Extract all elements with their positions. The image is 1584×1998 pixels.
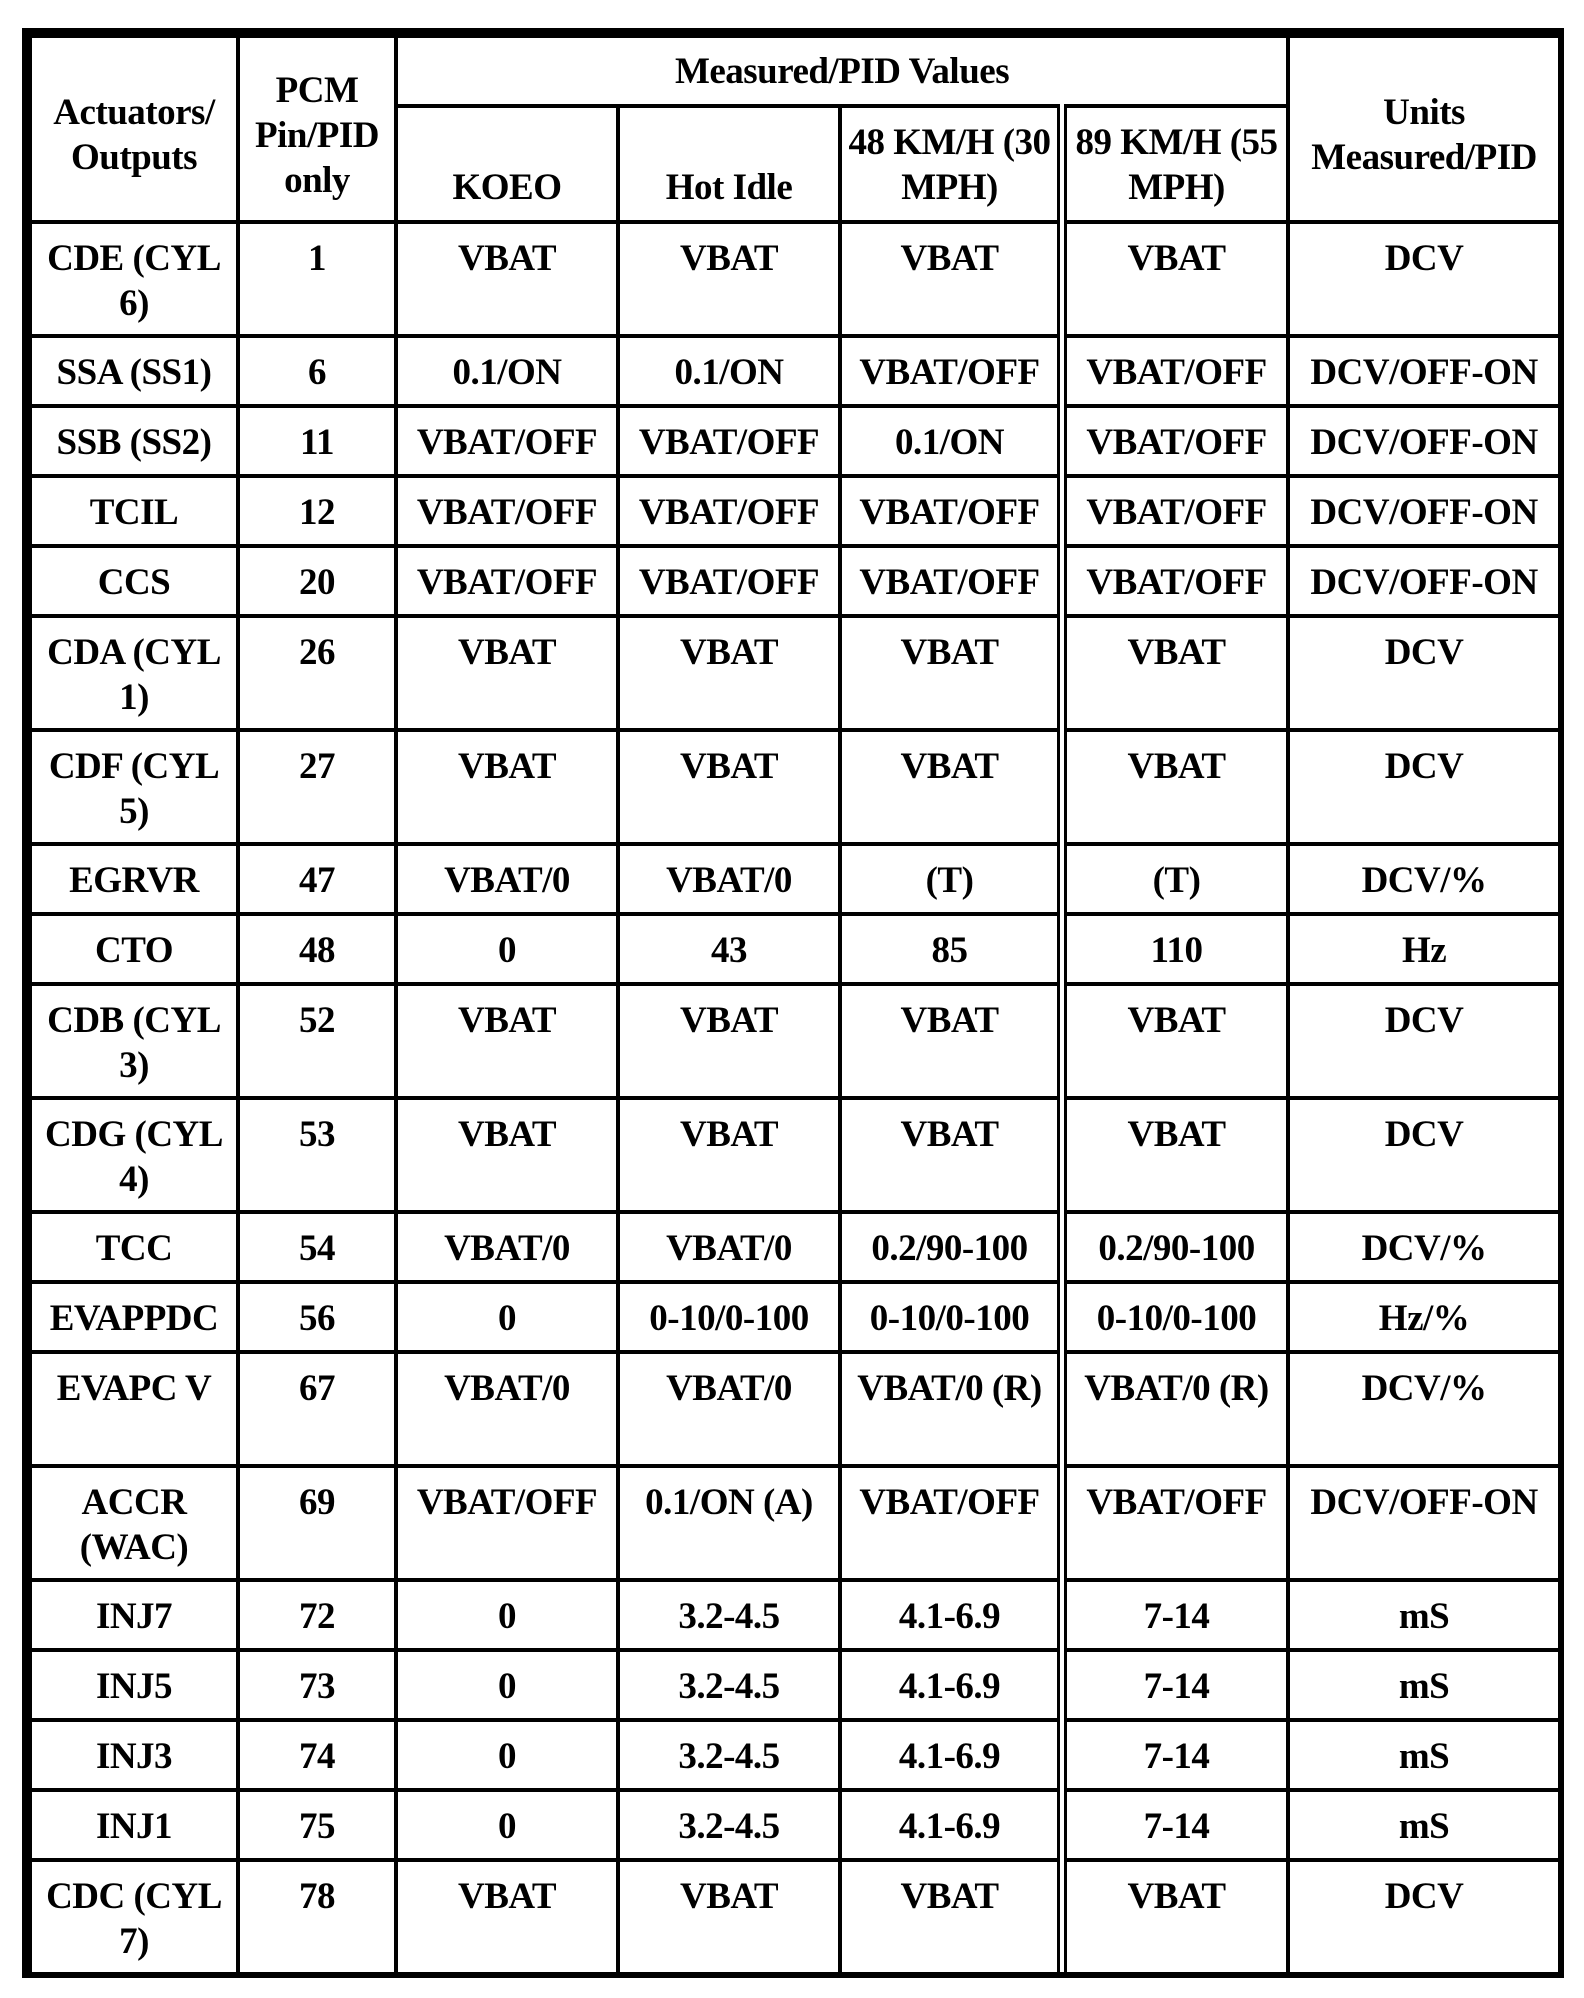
cell-units: Hz/% xyxy=(1288,1282,1560,1352)
cell-koeo: VBAT xyxy=(396,616,618,730)
header-actuators-outputs: Actuators/ Outputs xyxy=(30,36,238,222)
cell-89-kmh: VBAT xyxy=(1062,616,1288,730)
cell-89-kmh: VBAT xyxy=(1062,1860,1288,1974)
table-row xyxy=(30,1790,1560,1860)
cell-actuator: TCIL xyxy=(30,476,238,546)
table-row xyxy=(30,914,1560,984)
cell-actuator: CDE (CYL 6) xyxy=(30,222,238,336)
cell-89-kmh: VBAT/OFF xyxy=(1062,406,1288,476)
cell-89-kmh: VBAT xyxy=(1062,222,1288,336)
cell-hot-idle: 3.2-4.5 xyxy=(618,1650,840,1720)
cell-units: DCV xyxy=(1288,730,1560,844)
table-row xyxy=(30,1720,1560,1790)
cell-pin: 72 xyxy=(238,1580,396,1650)
cell-pin: 53 xyxy=(238,1098,396,1212)
table-row xyxy=(30,222,1560,336)
cell-koeo: 0 xyxy=(396,1282,618,1352)
cell-89-kmh: VBAT/0 (R) xyxy=(1062,1352,1288,1466)
cell-actuator: CTO xyxy=(30,914,238,984)
cell-89-kmh: VBAT/OFF xyxy=(1062,476,1288,546)
cell-48-kmh: VBAT/OFF xyxy=(840,476,1062,546)
cell-koeo: VBAT/OFF xyxy=(396,476,618,546)
table-row xyxy=(30,730,1560,844)
cell-actuator: INJ1 xyxy=(30,1790,238,1860)
cell-koeo: VBAT/0 xyxy=(396,1212,618,1282)
cell-48-kmh: 0-10/0-100 xyxy=(840,1282,1062,1352)
cell-units: mS xyxy=(1288,1720,1560,1790)
cell-actuator: INJ5 xyxy=(30,1650,238,1720)
cell-48-kmh: VBAT/OFF xyxy=(840,1466,1062,1580)
cell-units: DCV xyxy=(1288,1098,1560,1212)
cell-48-kmh: 0.2/90-100 xyxy=(840,1212,1062,1282)
cell-pin: 6 xyxy=(238,336,396,406)
cell-hot-idle: VBAT/OFF xyxy=(618,476,840,546)
cell-units: DCV/OFF-ON xyxy=(1288,476,1560,546)
cell-89-kmh: 7-14 xyxy=(1062,1720,1288,1790)
cell-units: DCV/% xyxy=(1288,1212,1560,1282)
cell-89-kmh: VBAT xyxy=(1062,730,1288,844)
cell-hot-idle: VBAT xyxy=(618,984,840,1098)
cell-actuator: INJ7 xyxy=(30,1580,238,1650)
cell-89-kmh: VBAT/OFF xyxy=(1062,546,1288,616)
cell-48-kmh: 4.1-6.9 xyxy=(840,1790,1062,1860)
cell-units: DCV/% xyxy=(1288,1352,1560,1466)
cell-48-kmh: 4.1-6.9 xyxy=(840,1650,1062,1720)
pcm-reference-table-frame xyxy=(22,28,1564,1978)
cell-48-kmh: VBAT/OFF xyxy=(840,546,1062,616)
cell-89-kmh: (T) xyxy=(1062,844,1288,914)
cell-48-kmh: VBAT xyxy=(840,730,1062,844)
cell-koeo: VBAT/OFF xyxy=(396,546,618,616)
cell-koeo: VBAT xyxy=(396,1860,618,1974)
table-row xyxy=(30,476,1560,546)
cell-pin: 11 xyxy=(238,406,396,476)
cell-48-kmh: VBAT xyxy=(840,616,1062,730)
table-row xyxy=(30,616,1560,730)
cell-89-kmh: VBAT/OFF xyxy=(1062,336,1288,406)
cell-koeo: VBAT/0 xyxy=(396,844,618,914)
cell-actuator: SSB (SS2) xyxy=(30,406,238,476)
cell-units: DCV/OFF-ON xyxy=(1288,406,1560,476)
table-row xyxy=(30,1282,1560,1352)
cell-hot-idle: VBAT xyxy=(618,1860,840,1974)
header-koeo: KOEO xyxy=(396,106,618,222)
pcm-reference-table xyxy=(28,34,1562,1976)
cell-actuator: CDF (CYL 5) xyxy=(30,730,238,844)
table-row xyxy=(30,546,1560,616)
cell-hot-idle: 3.2-4.5 xyxy=(618,1580,840,1650)
cell-pin: 52 xyxy=(238,984,396,1098)
cell-actuator: CDG (CYL 4) xyxy=(30,1098,238,1212)
cell-hot-idle: VBAT xyxy=(618,1098,840,1212)
table-row xyxy=(30,984,1560,1098)
cell-koeo: 0.1/ON xyxy=(396,336,618,406)
cell-units: DCV xyxy=(1288,984,1560,1098)
cell-hot-idle: VBAT/0 xyxy=(618,1352,840,1466)
cell-pin: 54 xyxy=(238,1212,396,1282)
cell-koeo: 0 xyxy=(396,1650,618,1720)
cell-89-kmh: VBAT xyxy=(1062,1098,1288,1212)
cell-48-kmh: 4.1-6.9 xyxy=(840,1720,1062,1790)
table-row xyxy=(30,406,1560,476)
cell-actuator: CDA (CYL 1) xyxy=(30,616,238,730)
cell-89-kmh: 7-14 xyxy=(1062,1650,1288,1720)
header-pcm-pin: PCM Pin/PID only xyxy=(238,36,396,222)
cell-pin: 47 xyxy=(238,844,396,914)
cell-koeo: VBAT xyxy=(396,984,618,1098)
cell-48-kmh: VBAT xyxy=(840,222,1062,336)
cell-koeo: VBAT/0 xyxy=(396,1352,618,1466)
table-row xyxy=(30,1580,1560,1650)
table-row xyxy=(30,336,1560,406)
cell-pin: 27 xyxy=(238,730,396,844)
header-89-kmh: 89 KM/H (55 MPH) xyxy=(1062,106,1288,222)
cell-actuator: CCS xyxy=(30,546,238,616)
cell-pin: 48 xyxy=(238,914,396,984)
cell-hot-idle: VBAT/OFF xyxy=(618,406,840,476)
cell-pin: 20 xyxy=(238,546,396,616)
cell-actuator: TCC xyxy=(30,1212,238,1282)
cell-actuator: INJ3 xyxy=(30,1720,238,1790)
cell-pin: 75 xyxy=(238,1790,396,1860)
cell-48-kmh: VBAT xyxy=(840,1860,1062,1974)
cell-48-kmh: 85 xyxy=(840,914,1062,984)
cell-actuator: CDB (CYL 3) xyxy=(30,984,238,1098)
cell-48-kmh: (T) xyxy=(840,844,1062,914)
cell-89-kmh: 0.2/90-100 xyxy=(1062,1212,1288,1282)
table-row xyxy=(30,1466,1560,1580)
cell-89-kmh: 0-10/0-100 xyxy=(1062,1282,1288,1352)
cell-units: Hz xyxy=(1288,914,1560,984)
cell-pin: 73 xyxy=(238,1650,396,1720)
cell-48-kmh: VBAT/0 (R) xyxy=(840,1352,1062,1466)
cell-koeo: 0 xyxy=(396,1720,618,1790)
table-row xyxy=(30,1212,1560,1282)
cell-units: DCV/OFF-ON xyxy=(1288,546,1560,616)
cell-koeo: VBAT xyxy=(396,222,618,336)
table-row xyxy=(30,844,1560,914)
header-measured-pid-values: Measured/PID Values xyxy=(396,36,1288,106)
cell-hot-idle: VBAT/OFF xyxy=(618,546,840,616)
cell-pin: 1 xyxy=(238,222,396,336)
header-units-measured: Units Measured/PID xyxy=(1288,36,1560,222)
cell-koeo: 0 xyxy=(396,1580,618,1650)
table-row xyxy=(30,1650,1560,1720)
cell-units: DCV/OFF-ON xyxy=(1288,1466,1560,1580)
cell-actuator: EVAPPDC xyxy=(30,1282,238,1352)
cell-units: mS xyxy=(1288,1580,1560,1650)
cell-hot-idle: 3.2-4.5 xyxy=(618,1790,840,1860)
cell-pin: 12 xyxy=(238,476,396,546)
cell-89-kmh: VBAT/OFF xyxy=(1062,1466,1288,1580)
table-body xyxy=(30,222,1560,1974)
cell-pin: 26 xyxy=(238,616,396,730)
cell-48-kmh: VBAT/OFF xyxy=(840,336,1062,406)
cell-hot-idle: 0.1/ON xyxy=(618,336,840,406)
cell-units: mS xyxy=(1288,1790,1560,1860)
cell-89-kmh: VBAT xyxy=(1062,984,1288,1098)
table-row xyxy=(30,1860,1560,1974)
cell-actuator: ACCR (WAC) xyxy=(30,1466,238,1580)
cell-89-kmh: 7-14 xyxy=(1062,1580,1288,1650)
cell-units: DCV/% xyxy=(1288,844,1560,914)
cell-48-kmh: 4.1-6.9 xyxy=(840,1580,1062,1650)
cell-hot-idle: 0-10/0-100 xyxy=(618,1282,840,1352)
header-hot-idle: Hot Idle xyxy=(618,106,840,222)
header-48-kmh: 48 KM/H (30 MPH) xyxy=(840,106,1062,222)
cell-units: DCV xyxy=(1288,616,1560,730)
cell-koeo: 0 xyxy=(396,914,618,984)
cell-actuator: CDC (CYL 7) xyxy=(30,1860,238,1974)
cell-hot-idle: VBAT xyxy=(618,730,840,844)
cell-pin: 56 xyxy=(238,1282,396,1352)
cell-48-kmh: VBAT xyxy=(840,984,1062,1098)
cell-actuator: EVAPC V xyxy=(30,1352,238,1466)
cell-units: DCV xyxy=(1288,1860,1560,1974)
cell-hot-idle: VBAT/0 xyxy=(618,1212,840,1282)
cell-koeo: VBAT xyxy=(396,1098,618,1212)
cell-pin: 78 xyxy=(238,1860,396,1974)
cell-hot-idle: 43 xyxy=(618,914,840,984)
cell-89-kmh: 7-14 xyxy=(1062,1790,1288,1860)
cell-48-kmh: 0.1/ON xyxy=(840,406,1062,476)
cell-koeo: 0 xyxy=(396,1790,618,1860)
cell-units: DCV xyxy=(1288,222,1560,336)
table-row xyxy=(30,1352,1560,1466)
cell-koeo: VBAT xyxy=(396,730,618,844)
cell-koeo: VBAT/OFF xyxy=(396,1466,618,1580)
cell-hot-idle: VBAT xyxy=(618,222,840,336)
cell-pin: 74 xyxy=(238,1720,396,1790)
cell-48-kmh: VBAT xyxy=(840,1098,1062,1212)
cell-koeo: VBAT/OFF xyxy=(396,406,618,476)
cell-units: mS xyxy=(1288,1650,1560,1720)
cell-hot-idle: 0.1/ON (A) xyxy=(618,1466,840,1580)
cell-pin: 67 xyxy=(238,1352,396,1466)
cell-hot-idle: 3.2-4.5 xyxy=(618,1720,840,1790)
cell-hot-idle: VBAT xyxy=(618,616,840,730)
cell-actuator: SSA (SS1) xyxy=(30,336,238,406)
cell-89-kmh: 110 xyxy=(1062,914,1288,984)
table-row xyxy=(30,1098,1560,1212)
cell-actuator: EGRVR xyxy=(30,844,238,914)
cell-units: DCV/OFF-ON xyxy=(1288,336,1560,406)
cell-pin: 69 xyxy=(238,1466,396,1580)
cell-hot-idle: VBAT/0 xyxy=(618,844,840,914)
